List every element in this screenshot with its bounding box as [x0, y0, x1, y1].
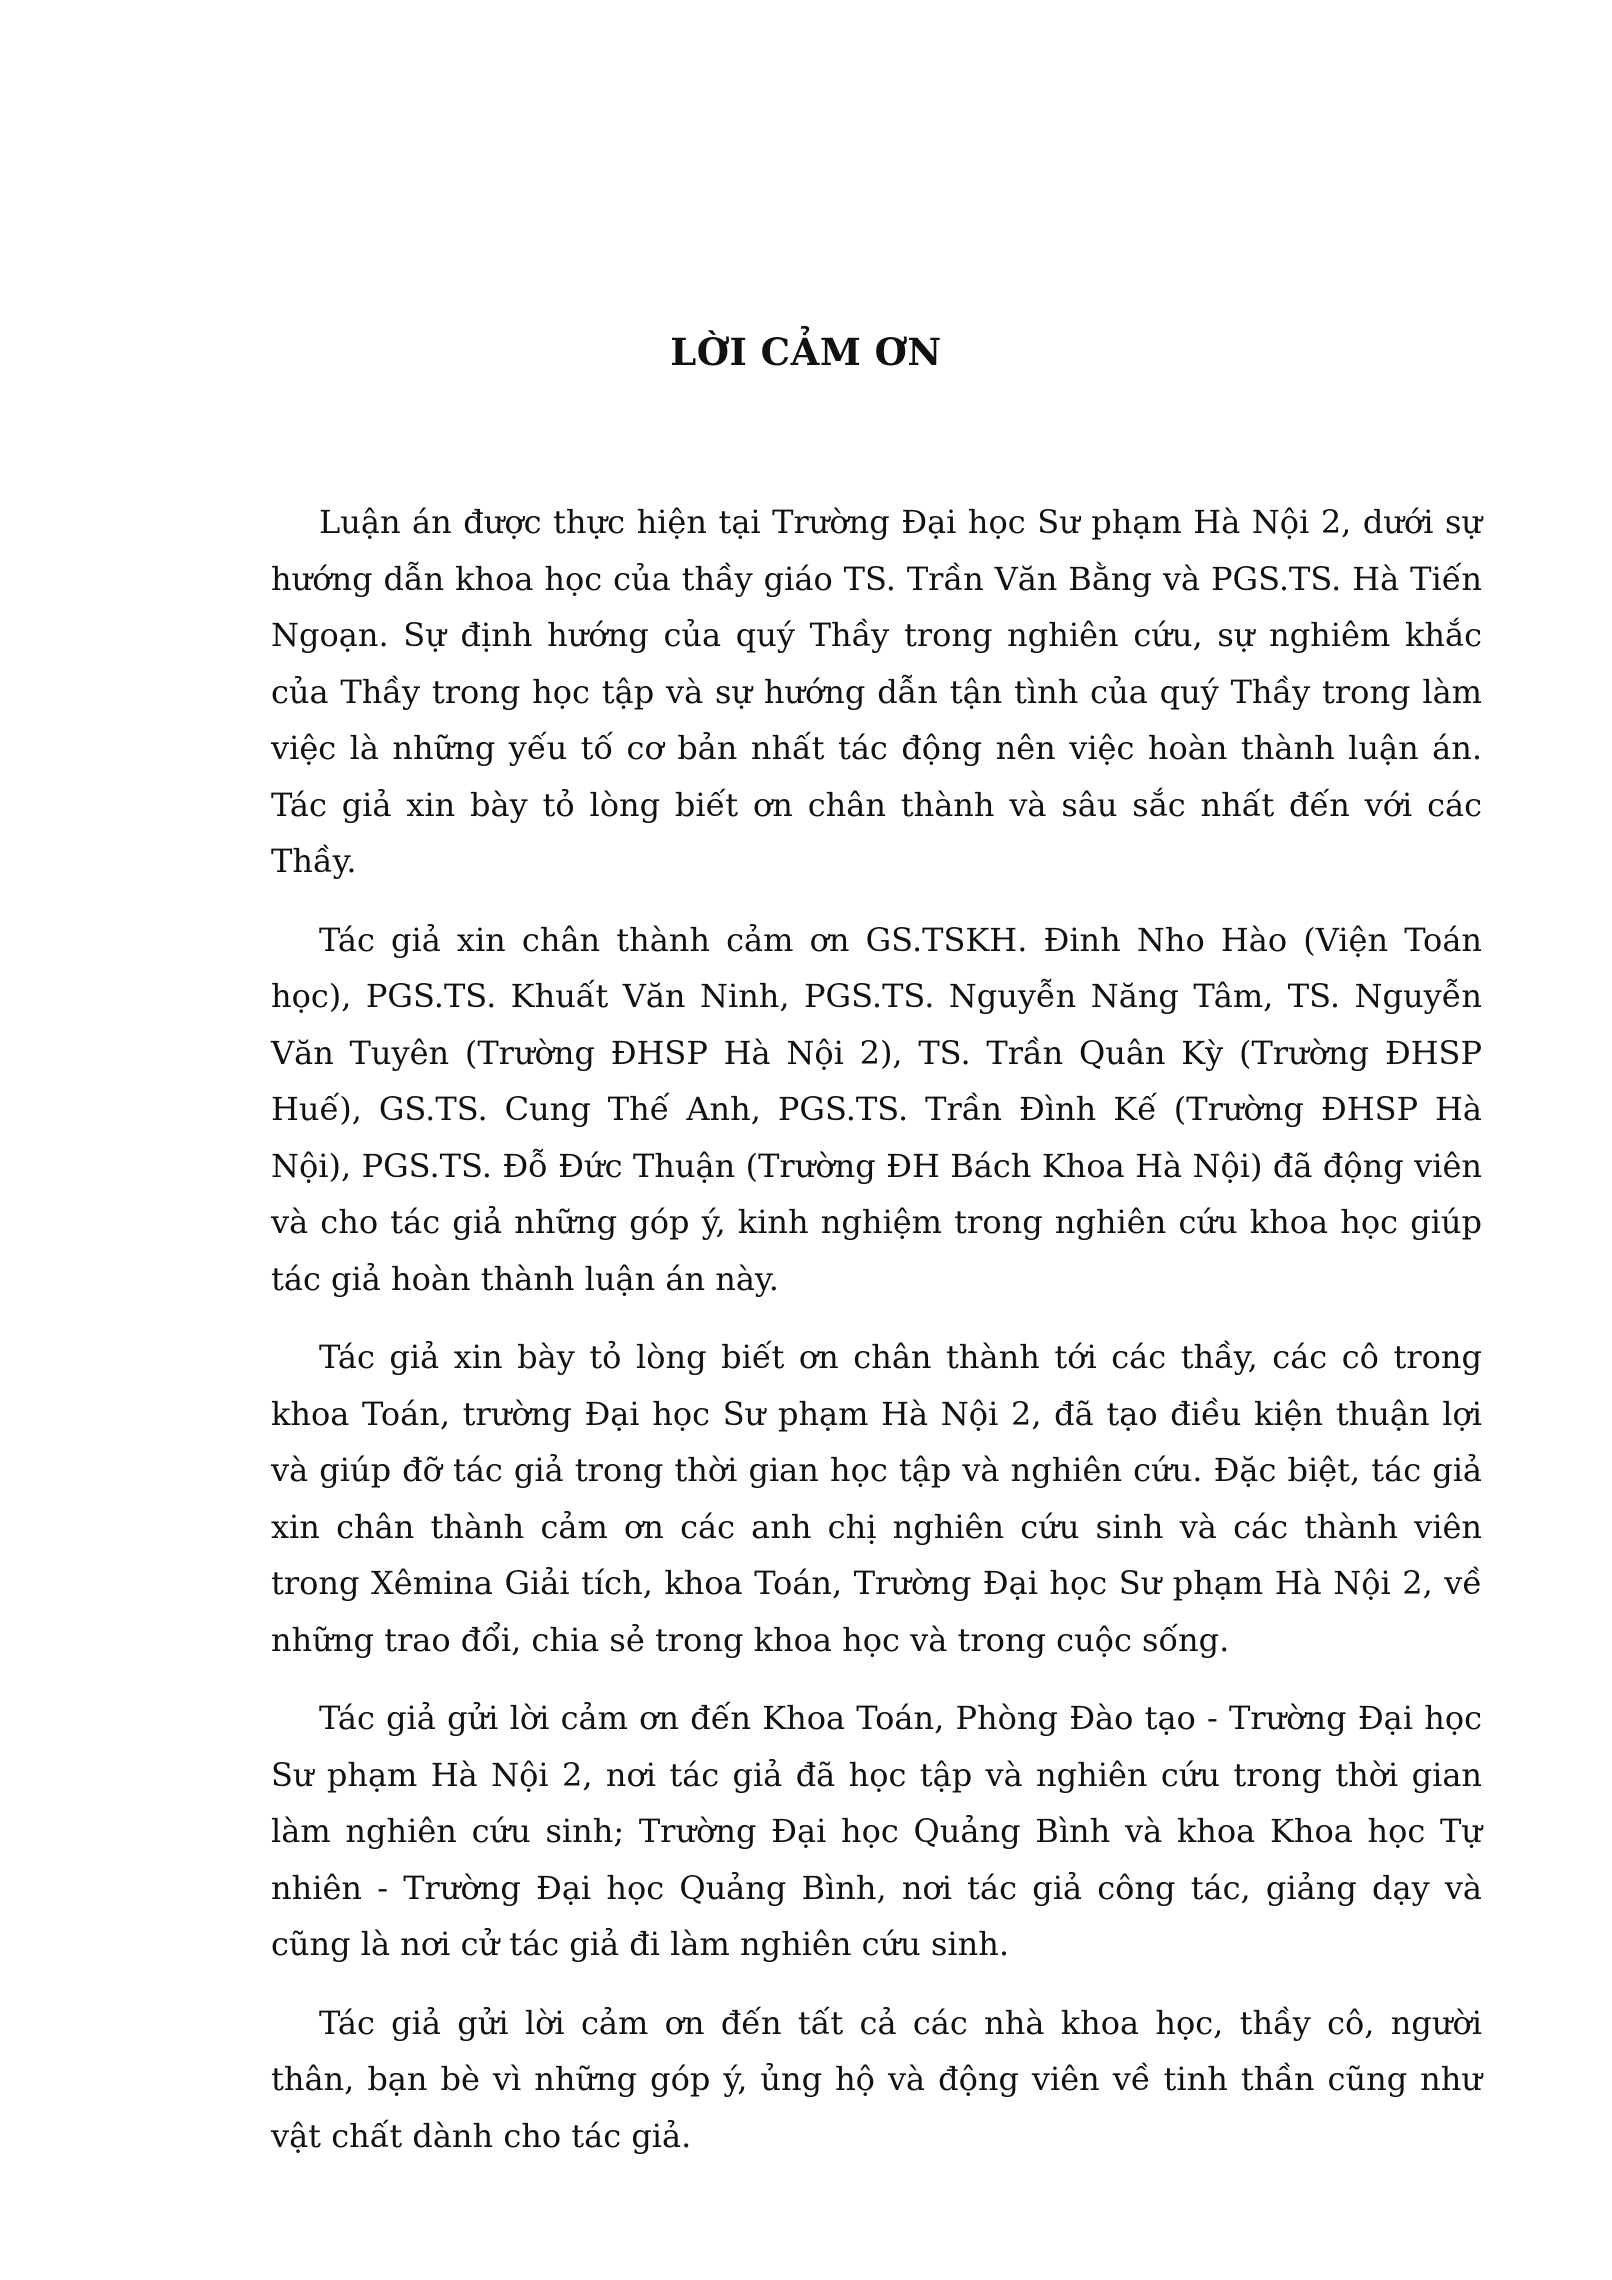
- page-title: LỜI CẢM ƠN: [670, 330, 942, 374]
- document-body: [271, 494, 1482, 2186]
- paragraph: Luận án được thực hiện tại Trường Đại học Sư phạm Hà Nội 2, dưới sự hướng dẫn khoa học của thầy giáo TS. Trần Văn Bằng và PGS.TS. Hà Tiến Ngoạn. Sự định hướng của quý Thầy trong nghiên cứu, sự nghiêm khắc của Thầy trong học tập và sự hướng dẫn tận tình của quý Thầy trong làm việc là những yếu tố cơ bản nhất tác động nên việc hoàn thành luận án. Tác giả xin bày tỏ lòng biết ơn chân thành và sâu sắc nhất đến với các Thầy.: [271, 503, 1482, 880]
- paragraph: Tác giả gửi lời cảm ơn đến tất cả các nhà khoa học, thầy cô, người thân, bạn bè vì những góp ý, ủng hộ và động viên về tinh thần cũng như vật chất dành cho tác giả.: [271, 2003, 1482, 2155]
- paragraph: Tác giả gửi lời cảm ơn đến Khoa Toán, Phòng Đào tạo - Trường Đại học Sư phạm Hà Nội 2, nơi tác giả đã học tập và nghiên cứu trong thời gian làm nghiên cứu sinh; Trường Đại học Quảng Bình và khoa Khoa học Tự nhiên - Trường Đại học Quảng Bình, nơi tác giả công tác, giảng dạy và cũng là nơi cử tác giả đi làm nghiên cứu sinh.: [271, 1699, 1482, 1963]
- paragraph: Tác giả xin chân thành cảm ơn GS.TSKH. Đinh Nho Hào (Viện Toán học), PGS.TS. Khuất Văn Ninh, PGS.TS. Nguyễn Năng Tâm, TS. Nguyễn Văn Tuyên (Trường ĐHSP Hà Nội 2), TS. Trần Quân Kỳ (Trường ĐHSP Huế), GS.TS. Cung Thế Anh, PGS.TS. Trần Đình Kế (Trường ĐHSP Hà Nội), PGS.TS. Đỗ Đức Thuận (Trường ĐH Bách Khoa Hà Nội) đã động viên và cho tác giả những góp ý, kinh nghiệm trong nghiên cứu khoa học giúp tác giả hoàn thành luận án này.: [271, 920, 1482, 1298]
- paragraph: Tác giả xin bày tỏ lòng biết ơn chân thành tới các thầy, các cô trong khoa Toán, trường Đại học Sư phạm Hà Nội 2, đã tạo điều kiện thuận lợi và giúp đỡ tác giả trong thời gian học tập và nghiên cứu. Đặc biệt, tác giả xin chân thành cảm ơn các anh chị nghiên cứu sinh và các thành viên trong Xêmina Giải tích, khoa Toán, Trường Đại học Sư phạm Hà Nội 2, về những trao đổi, chia sẻ trong khoa học và trong cuộc sống.: [271, 1338, 1482, 1659]
